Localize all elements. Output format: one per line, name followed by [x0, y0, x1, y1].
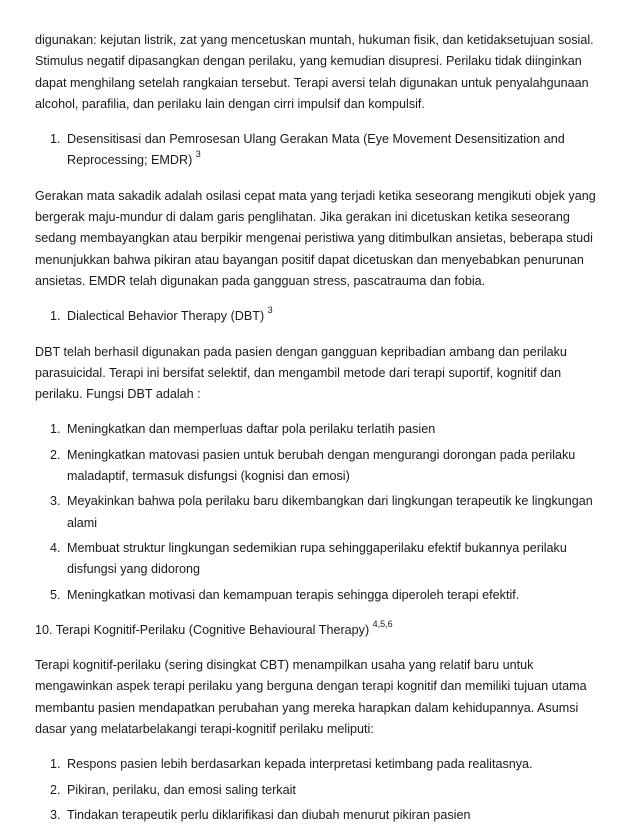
list-item-text: Membuat struktur lingkungan sedemikian rupa sehinggaperilaku efektif bukannya perilaku disfungsi yang didorong [67, 540, 567, 577]
list-item-text: Respons pasien lebih berdasarkan kepada interpretasi ketimbang pada realitasnya. [67, 757, 533, 772]
list-item-text: Pikiran, perilaku, dan emosi saling terkait [67, 782, 296, 797]
list-number: 1. [50, 757, 61, 772]
cbt-heading [35, 620, 610, 641]
list-number: 1. [50, 309, 61, 324]
list-item-text: Meningkatkan dan memperluas daftar pola perilaku terlatih pasien [67, 422, 436, 437]
cbt-ref: 4,5,6 [372, 618, 393, 629]
list-item [35, 491, 610, 534]
cbt-assumptions-list [35, 754, 610, 826]
list-item [35, 754, 610, 775]
dbt-ref: 3 [267, 305, 273, 316]
document-page [35, 30, 610, 826]
dbt-paragraph: DBT telah berhasil digunakan pada pasien dengan gangguan kepribadian ambang dan perilaku parasuicidal. Terapi ini bersifat selektif, dan mengambil metode dari terapi suportif, kognitif dan perilaku. Fungsi DBT adalah : [35, 344, 567, 402]
emdr-label: Desensitisasi dan Pemrosesan Ulang Gerakan Mata (Eye Movement Desensitization and Reprocessing; EMDR) [67, 132, 565, 168]
list-item [35, 445, 610, 488]
list-item [35, 805, 610, 826]
cbt-heading-text: 10. Terapi Kognitif-Perilaku (Cognitive Behavioural Therapy) [35, 622, 370, 637]
dbt-list-item [35, 306, 610, 327]
list-item-text: Tindakan terapeutik perlu diklarifikasi dan diubah menurut pikiran pasien [67, 807, 471, 822]
cbt-paragraph: Terapi kognitif-perilaku (sering disingkat CBT) menampilkan usaha yang relatif baru untuk mengawinkan aspek terapi perilaku yang berguna dengan terapi kognitif dan memiliki tujuan utama membantu pasien mendapatkan perubahan yang mereka harapkan dalam kehidupannya. Asumsi dasar yang melatarbelakangi terapi-kognitif perilaku meliputi: [35, 658, 587, 737]
list-number: 2. [50, 782, 61, 797]
dbt-functions-list [35, 419, 610, 605]
list-number: 5. [50, 587, 61, 602]
list-item-text: Meyakinkan bahwa pola perilaku baru dikembangkan dari lingkungan terapeutik ke lingkungan alami [67, 494, 593, 530]
emdr-paragraph: Gerakan mata sakadik adalah osilasi cepat mata yang terjadi ketika seseorang mengikuti objek yang bergerak maju-mundur di dalam garis penglihatan. Jika gerakan ini dicetuskan ketika seseorang sedang membayangkan atau berpikir mengenai peristiwa yang ditimbulkan ansietas, beberapa studi menunjukkan bahwa pikiran atau bayangan positif dapat dicetuskan dan menyebabkan penurunan ansietas. EMDR telah digunakan pada gangguan stress, pascatrauma dan fobia. [35, 188, 596, 288]
list-item [35, 780, 610, 801]
list-number: 1. [50, 422, 61, 437]
list-number: 4. [50, 540, 61, 555]
emdr-ref: 3 [195, 149, 201, 160]
emdr-list-item [35, 129, 610, 172]
list-item [35, 419, 610, 440]
list-item-text: Meningkatkan matovasi pasien untuk berubah dengan mengurangi dorongan pada perilaku maladaptif, termasuk disfungsi (kognisi dan emosi) [67, 447, 576, 484]
list-number: 3. [50, 494, 61, 509]
list-number: 2. [50, 447, 61, 462]
list-item-text: Meningkatkan motivasi dan kemampuan terapis sehingga diperoleh terapi efektif. [67, 587, 520, 602]
intro-paragraph: digunakan: kejutan listrik, zat yang mencetuskan muntah, hukuman fisik, dan ketidaksetujuan sosial. Stimulus negatif dipasangkan dengan perilaku, yang kemudian disupresi. Perilaku tidak diinginkan dapat menghilang setelah rangkaian tersebut. Terapi aversi telah digunakan untuk penyalahgunaan alcohol, parafilia, dan perilaku lain dengan cirri impulsif dan kompulsif. [35, 33, 594, 111]
list-item [35, 538, 610, 581]
dbt-label: Dialectical Behavior Therapy (DBT) [67, 309, 265, 324]
list-number: 3. [50, 807, 61, 822]
list-number: 1. [50, 132, 61, 147]
list-item [35, 585, 610, 606]
